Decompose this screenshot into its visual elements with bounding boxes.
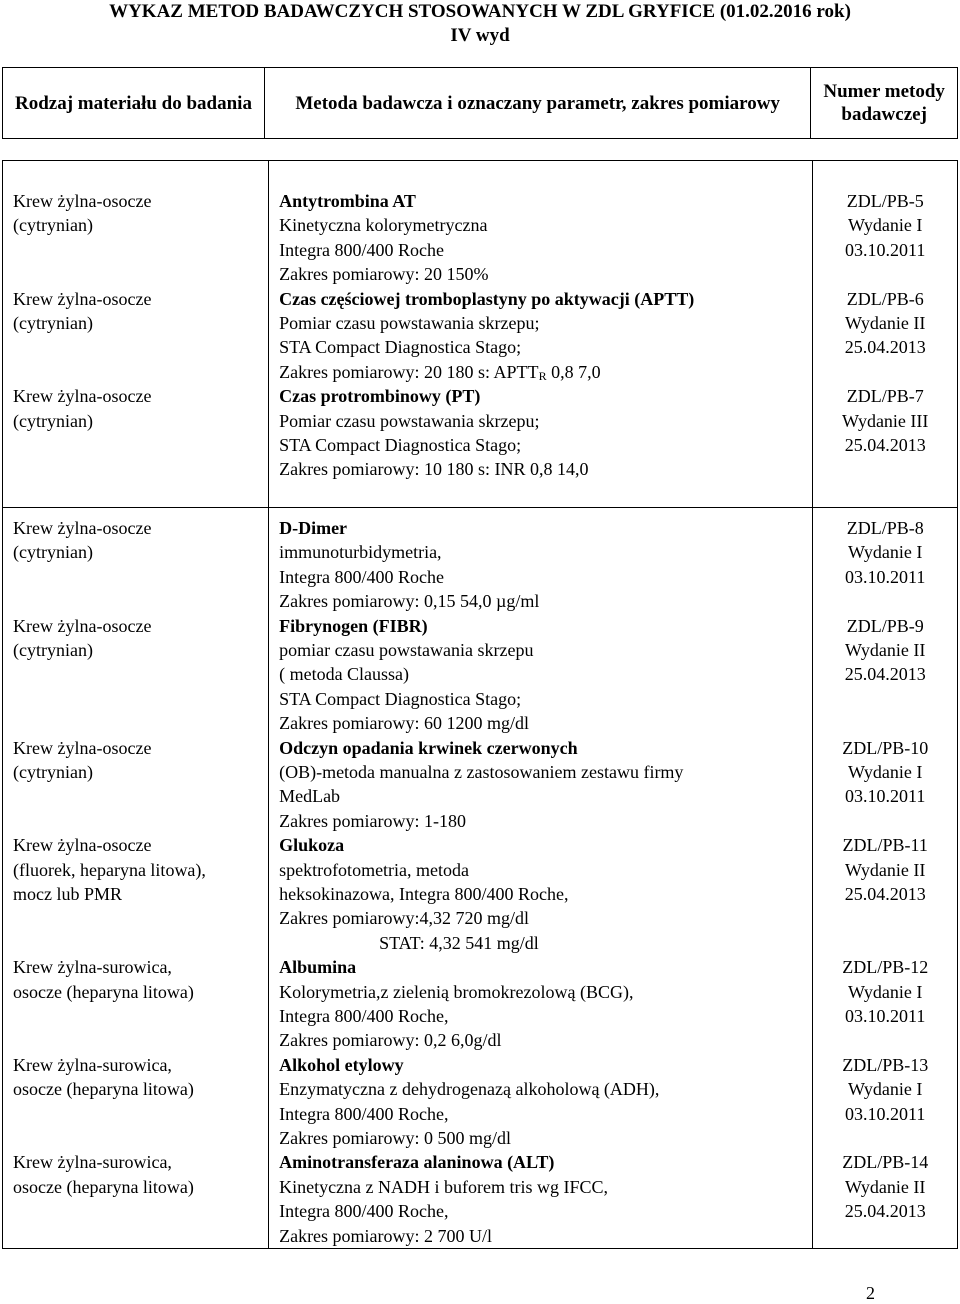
method-entry — [279, 736, 812, 834]
title-line-1: WYKAZ METOD BADAWCZYCH STOSOWANYCH W ZDL GRYFICE (01.02.2016 rok) — [109, 1, 851, 22]
number-entry — [813, 189, 957, 287]
method-name: Czas częściowej tromboplastyny po aktywacji (APTT) — [279, 288, 695, 309]
material-line: Krew żylna-osocze — [13, 615, 152, 636]
number-entry — [813, 614, 957, 736]
material-line: Krew żylna-osocze — [13, 518, 152, 538]
method-name: Antytrombina AT — [279, 191, 416, 211]
method-line: Pomiar czasu powstawania skrzepu; — [279, 410, 540, 431]
method-line: Zakres pomiarowy: 0,15 54,0 µg/ml — [279, 591, 540, 612]
material-line: osocze (heparyna litowa) — [13, 1176, 194, 1197]
material-line: (cytrynian) — [13, 640, 93, 660]
material-line: Krew żylna-surowica, — [13, 957, 172, 978]
number-line: 03.10.2011 — [845, 786, 926, 807]
material-cell — [3, 161, 269, 508]
method-line: Kolorymetria,z zielenią bromokrezolową (BCG), — [279, 981, 634, 1002]
material-entry — [13, 955, 268, 1053]
material-line: Krew żylna-osocze — [13, 288, 152, 309]
material-entry — [13, 1150, 268, 1248]
method-line: Zakres pomiarowy: 20 150% — [279, 264, 489, 285]
number-line: ZDL/PB-8 — [846, 518, 924, 538]
method-line: Zakres pomiarowy: 10 180 s: INR 0,8 14,0 — [279, 459, 589, 480]
document-title — [0, 0, 960, 48]
method-entry — [279, 833, 812, 955]
material-line: Krew żylna-osocze — [13, 737, 152, 758]
method-entry — [279, 1150, 812, 1248]
method-line: ( metoda Claussa) — [279, 664, 410, 685]
number-cell — [813, 508, 958, 1249]
method-line: Integra 800/400 Roche, — [279, 1103, 449, 1124]
header-number: Numer metody badawczej — [811, 68, 958, 139]
material-line: (cytrynian) — [13, 313, 93, 333]
method-line: Zakres pomiarowy: 0,2 6,0g/dl — [279, 1030, 502, 1051]
header-table — [2, 67, 958, 139]
material-line: (fluorek, heparyna litowa), — [13, 859, 206, 880]
method-line: heksokinazowa, Integra 800/400 Roche, — [279, 884, 569, 904]
number-line: 03.10.2011 — [845, 239, 926, 260]
method-line: Pomiar czasu powstawania skrzepu; — [279, 313, 540, 333]
method-line: Integra 800/400 Roche, — [279, 1006, 449, 1026]
method-entry — [279, 516, 812, 614]
method-line: Integra 800/400 Roche — [279, 239, 445, 260]
method-name: Albumina — [279, 957, 357, 978]
method-line: immunoturbidymetria, — [279, 542, 442, 563]
material-cell — [3, 508, 269, 1249]
method-line: Integra 800/400 Roche, — [279, 1201, 449, 1222]
method-line: Zakres pomiarowy: 2 700 U/l — [279, 1225, 493, 1246]
table-row — [3, 508, 958, 1249]
number-entry — [813, 736, 957, 834]
method-cell — [269, 508, 813, 1249]
material-line: (cytrynian) — [13, 215, 93, 236]
method-line: Enzymatyczna z dehydrogenazą alkoholową (ADH), — [279, 1079, 660, 1100]
table-row — [3, 161, 958, 508]
material-entry — [13, 384, 268, 482]
method-name: Glukoza — [279, 835, 345, 856]
number-line: 25.04.2013 — [844, 664, 926, 685]
method-line: STA Compact Diagnostica Stago; — [279, 337, 522, 358]
material-line: (cytrynian) — [13, 542, 93, 563]
header-material: Rodzaj materiału do badania — [3, 68, 265, 139]
number-line: ZDL/PB-12 — [842, 957, 929, 978]
number-line: Wydanie I — [848, 542, 923, 563]
number-line: ZDL/PB-7 — [846, 386, 924, 407]
number-line: ZDL/PB-9 — [846, 615, 924, 636]
material-entry — [13, 287, 268, 385]
number-line: ZDL/PB-6 — [846, 288, 924, 309]
material-entry — [13, 736, 268, 834]
material-line: Krew żylna-osocze — [13, 191, 152, 211]
method-entry — [279, 1053, 812, 1151]
method-line: Kinetyczna kolorymetryczna — [279, 215, 488, 236]
number-line: Wydanie II — [845, 1176, 926, 1197]
number-entry — [813, 516, 957, 614]
material-entry — [13, 614, 268, 736]
methods-table — [2, 160, 958, 1249]
number-line: ZDL/PB-11 — [842, 835, 928, 856]
method-line: STAT: 4,32 541 mg/dl — [379, 932, 539, 953]
range-subscript: R — [538, 368, 547, 383]
number-line: 25.04.2013 — [844, 884, 926, 904]
number-line: ZDL/PB-5 — [846, 191, 924, 211]
method-line: Zakres pomiarowy:4,32 720 mg/dl — [279, 908, 530, 929]
number-line: Wydanie II — [845, 313, 926, 333]
material-entry — [13, 189, 268, 287]
number-line: Wydanie I — [848, 215, 923, 236]
method-line: STA Compact Diagnostica Stago; — [279, 435, 522, 455]
method-line: MedLab — [279, 786, 341, 807]
material-entry — [13, 1053, 268, 1151]
method-name: Fibrynogen (FIBR) — [279, 615, 428, 636]
method-line: STA Compact Diagnostica Stago; — [279, 688, 522, 709]
material-line: (cytrynian) — [13, 762, 93, 782]
material-line: Krew żylna-osocze — [13, 835, 152, 856]
method-name: Odczyn opadania krwinek czerwonych — [279, 737, 578, 758]
page-number: 2 — [866, 1283, 875, 1303]
method-line: Kinetyczna z NADH i buforem tris wg IFCC, — [279, 1176, 609, 1197]
method-entry — [279, 189, 812, 287]
material-line: osocze (heparyna litowa) — [13, 981, 194, 1002]
number-entry — [813, 1053, 957, 1151]
number-line: 25.04.2013 — [844, 1201, 926, 1222]
material-entry — [13, 833, 268, 955]
number-cell — [813, 161, 958, 508]
range-text: 0,8 7,0 — [546, 361, 601, 382]
material-line: Krew żylna-osocze — [13, 386, 152, 407]
material-line: mocz lub PMR — [13, 884, 123, 904]
header-method: Metoda badawcza i oznaczany parametr, zakres pomiarowy — [264, 68, 810, 139]
number-entry — [813, 287, 957, 385]
method-entry — [279, 384, 812, 482]
number-line: Wydanie III — [842, 410, 929, 431]
method-name: Alkohol etylowy — [279, 1054, 404, 1075]
number-line: 03.10.2011 — [845, 1103, 926, 1124]
method-cell — [269, 161, 813, 508]
number-entry — [813, 833, 957, 955]
number-line: Wydanie I — [848, 1079, 923, 1100]
method-name: Aminotransferaza alaninowa (ALT) — [279, 1152, 555, 1173]
number-line: Wydanie II — [845, 640, 926, 660]
number-entry — [813, 1150, 957, 1248]
method-entry — [279, 955, 812, 1053]
number-line: Wydanie I — [848, 762, 923, 782]
method-entry — [279, 614, 812, 736]
material-entry — [13, 516, 268, 614]
method-line: Zakres pomiarowy: 0 500 mg/dl — [279, 1128, 512, 1148]
number-line: 03.10.2011 — [845, 566, 926, 587]
number-line: ZDL/PB-10 — [842, 737, 929, 758]
number-line: 25.04.2013 — [844, 435, 926, 455]
method-line: pomiar czasu powstawania skrzepu — [279, 640, 534, 660]
number-line: ZDL/PB-13 — [842, 1054, 929, 1075]
material-line: Krew żylna-surowica, — [13, 1054, 172, 1075]
method-line: Zakres pomiarowy: 1-180 — [279, 810, 467, 831]
method-name: Czas protrombinowy (PT) — [279, 386, 481, 407]
number-entry — [813, 955, 957, 1053]
method-entry — [279, 287, 812, 385]
range-text: Zakres pomiarowy: 20 180 s: APTT — [279, 361, 539, 382]
title-line-2: IV wyd — [450, 25, 510, 46]
number-line: Wydanie I — [848, 981, 923, 1002]
method-line: spektrofotometria, metoda — [279, 859, 470, 880]
method-line: Zakres pomiarowy: 60 1200 mg/dl — [279, 713, 530, 734]
number-line: 03.10.2011 — [845, 1006, 926, 1026]
method-line: Integra 800/400 Roche — [279, 566, 445, 587]
material-line: Krew żylna-surowica, — [13, 1152, 172, 1173]
method-name: D-Dimer — [279, 518, 348, 538]
number-line: Wydanie II — [845, 859, 926, 880]
material-line: (cytrynian) — [13, 410, 93, 431]
material-line: osocze (heparyna litowa) — [13, 1079, 194, 1100]
number-entry — [813, 384, 957, 482]
number-line: ZDL/PB-14 — [842, 1152, 929, 1173]
method-line: (OB)-metoda manualna z zastosowaniem zestawu firmy — [279, 762, 684, 782]
number-line: 25.04.2013 — [844, 337, 926, 358]
